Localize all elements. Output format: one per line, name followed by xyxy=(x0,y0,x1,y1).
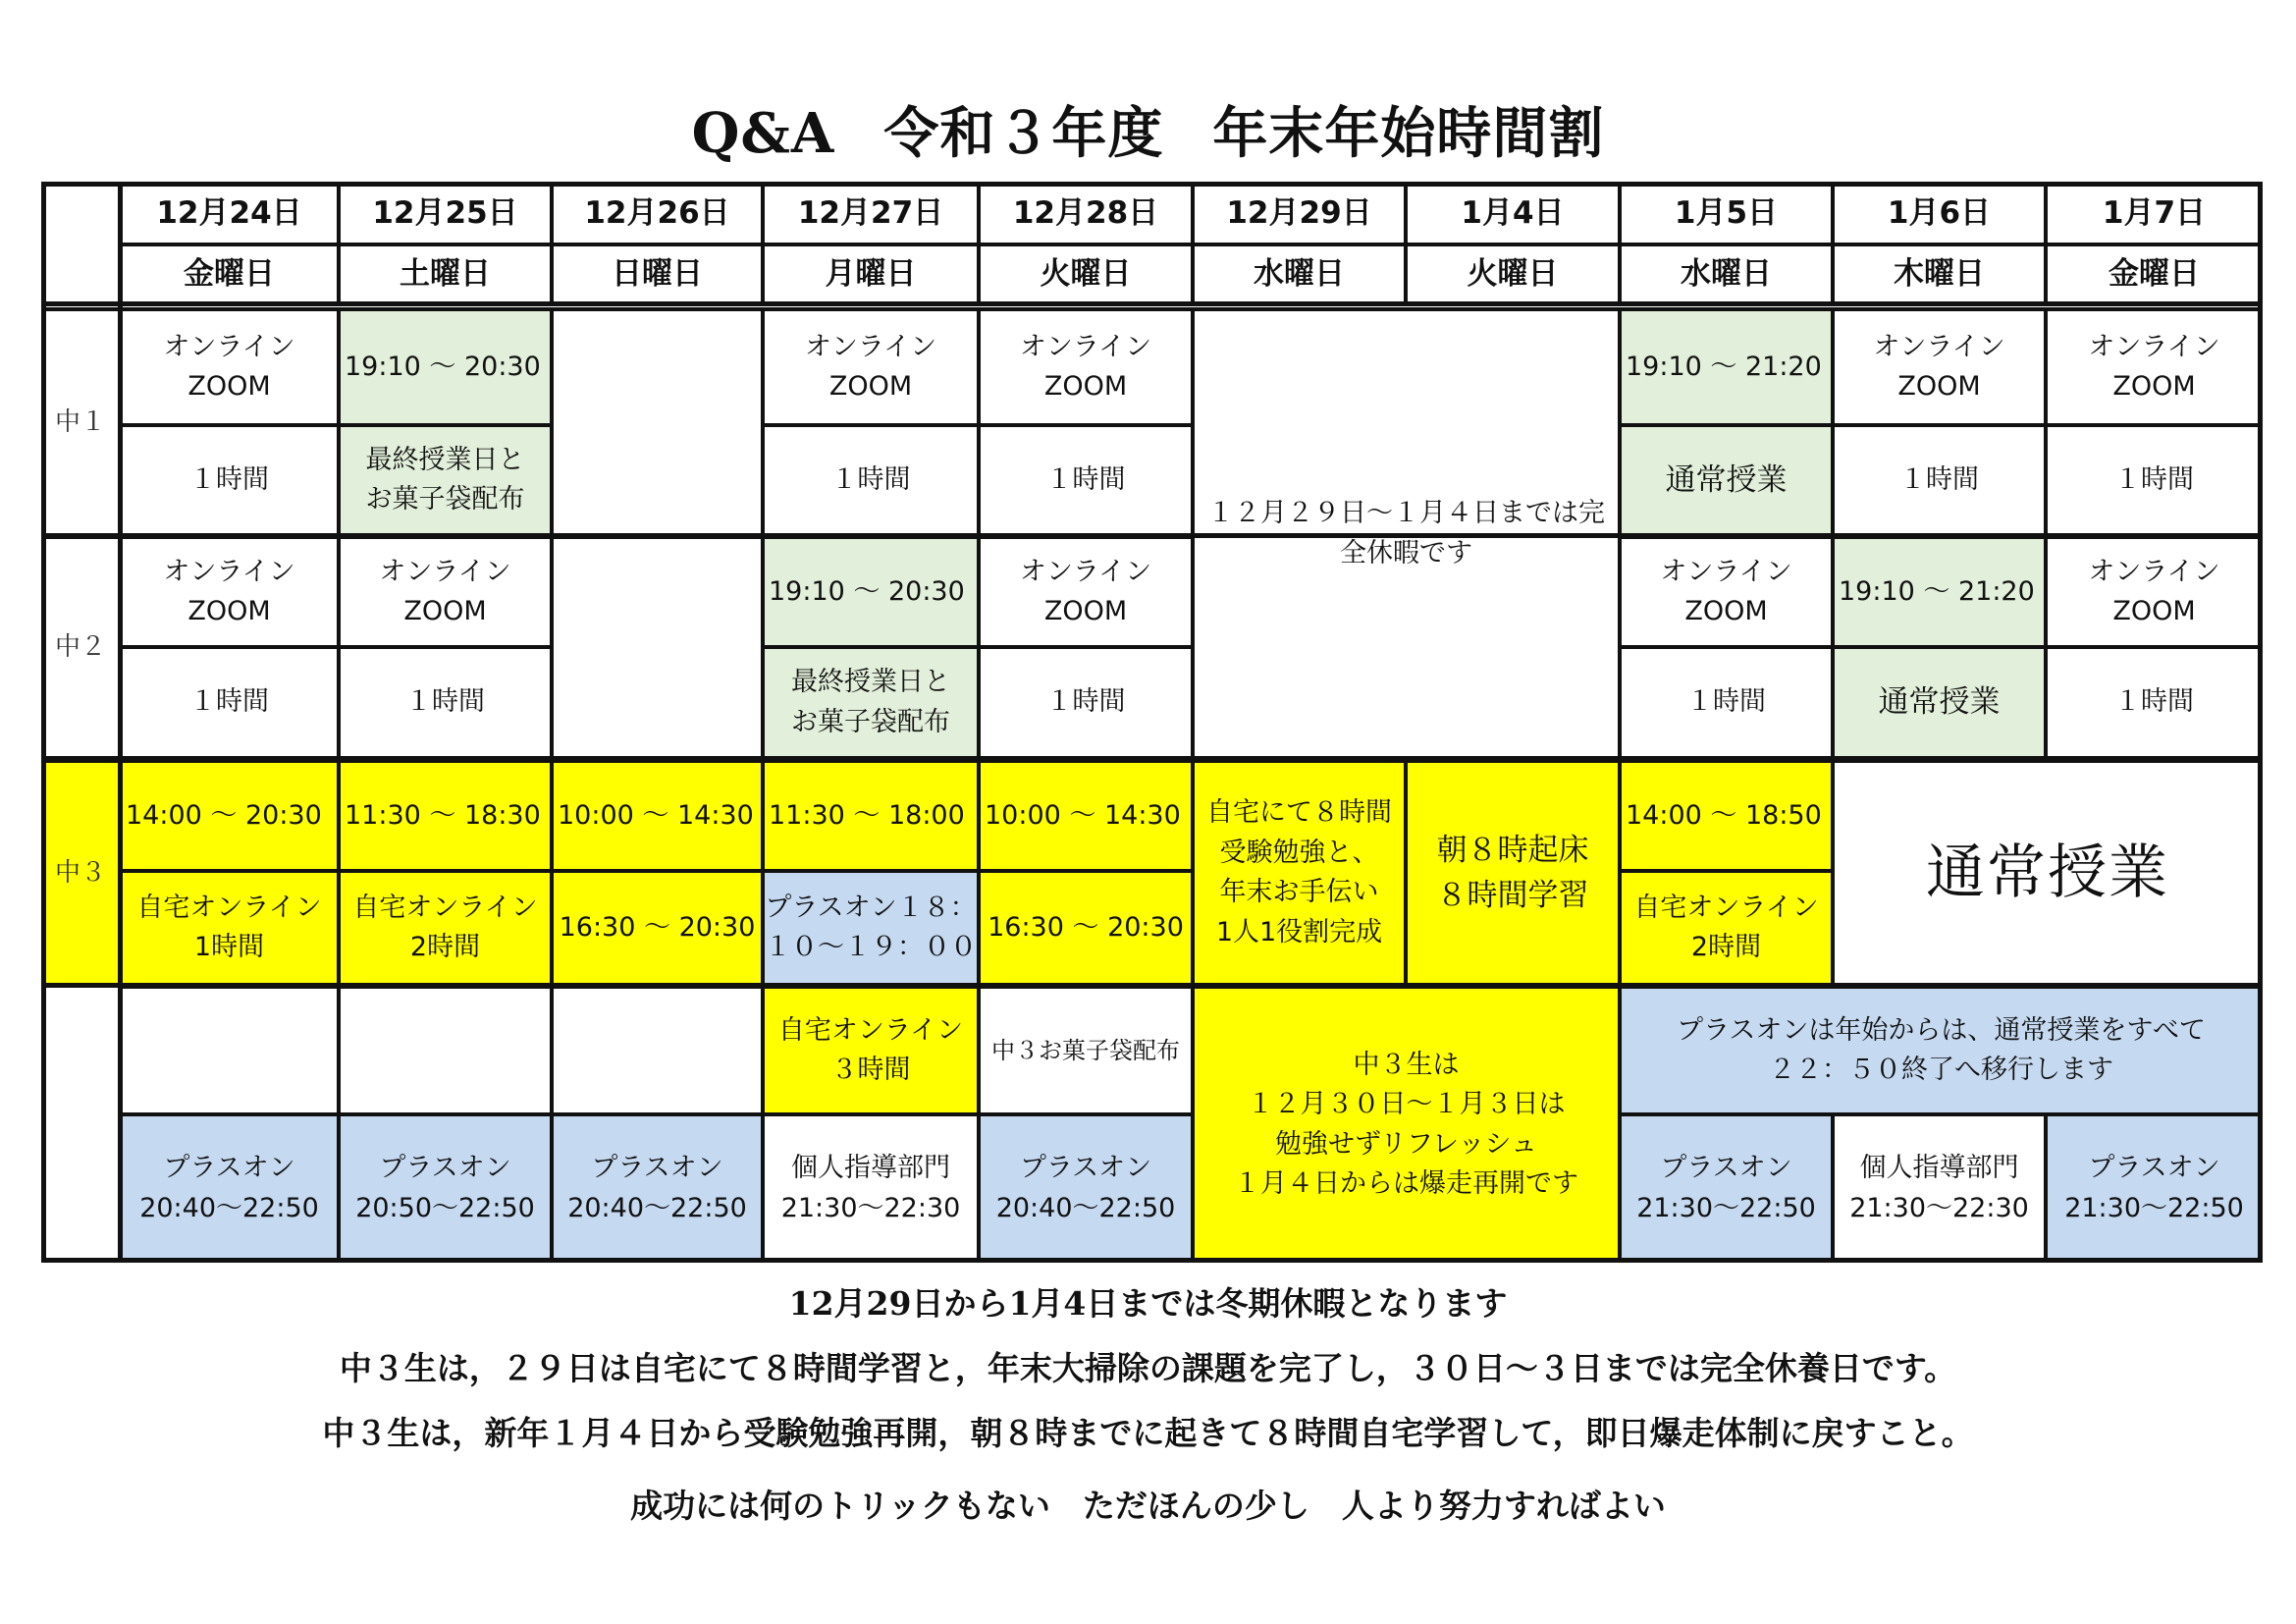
g3-time-cell: 14:00 ～ 20:30 xyxy=(120,761,339,871)
g1-top-cell xyxy=(2046,309,2263,425)
cell-text-line: 21:30～22:30 xyxy=(780,1192,961,1223)
cell-text-line: 自宅にて８時間 xyxy=(1206,797,1392,828)
plus-on-cell xyxy=(979,1114,1193,1263)
g1-top-cell xyxy=(1833,309,2046,425)
cell-text-line: オンライン xyxy=(163,556,295,587)
grade-label-g3: 中３ xyxy=(41,761,120,985)
cell-text-line: ２２：５０終了へ移行します xyxy=(1769,1055,2113,1085)
cell-text-line: 2時間 xyxy=(409,932,481,962)
holiday-note xyxy=(1193,309,1620,758)
g1-bottom-cell: １時間 xyxy=(1833,425,2046,535)
g3-home-online xyxy=(339,871,552,985)
date-header: 1月4日 xyxy=(1406,182,1620,244)
cell-text-line: 自宅オンライン xyxy=(1633,892,1819,923)
plus-on-cell xyxy=(120,1114,339,1263)
header-corner xyxy=(41,182,120,303)
home-online-3h xyxy=(763,987,979,1114)
cell-text-line: 1人1役割完成 xyxy=(1215,916,1383,947)
footer-line-1: 12月29日から1月4日までは冬期休暇となります xyxy=(788,1284,1508,1323)
cell-text-line: 年末お手伝い xyxy=(1219,877,1379,907)
cell-text-line: 全休暇です xyxy=(1340,537,1472,568)
cell-text-line: 個人指導部門 xyxy=(791,1153,950,1183)
date-header: 1月5日 xyxy=(1620,182,1833,244)
empty-cell xyxy=(552,309,763,535)
cell-text-line: 20:50～22:50 xyxy=(355,1192,535,1223)
g1-bottom-cell: １時間 xyxy=(763,425,979,535)
cell-text-line: ZOOM xyxy=(403,596,487,626)
cell-text-line: ZOOM xyxy=(1043,371,1128,402)
weekday-header: 金曜日 xyxy=(120,244,339,303)
g1-top-cell xyxy=(979,309,1193,425)
cell-text-line: 個人指導部門 xyxy=(1859,1153,2019,1183)
grade-label-extra xyxy=(41,985,120,1263)
g2-top-cell xyxy=(1620,537,1833,647)
cell-text-line: 21:30～22:50 xyxy=(2064,1192,2244,1223)
plus-on-note xyxy=(1620,987,2263,1114)
g1-bottom-cell xyxy=(339,425,552,535)
weekday-header: 土曜日 xyxy=(339,244,552,303)
cell-text-line: ZOOM xyxy=(828,371,913,402)
cell-text-line: 受験勉強と、 xyxy=(1219,837,1379,868)
g1-top-cell: 19:10 ～ 21:20 xyxy=(1620,309,1833,425)
cell-text-line: オンライン xyxy=(2088,556,2220,587)
cell-text-line: ZOOM xyxy=(1684,596,1768,626)
cell-text-line: オンライン xyxy=(379,556,511,587)
g3-time-cell: 14:00 ～ 18:50 xyxy=(1620,761,1833,871)
cell-text-line: オンライン xyxy=(1660,556,1792,587)
g2-bottom-cell: １時間 xyxy=(2046,647,2263,758)
grade-label-g2: 中２ xyxy=(41,537,120,758)
cell-text-line: 自宅オンライン xyxy=(136,892,322,923)
g3-home-online xyxy=(1620,871,1833,985)
date-header: 1月7日 xyxy=(2046,182,2263,244)
cell-text-line: ZOOM xyxy=(1043,596,1128,626)
cell-text-line: お菓子袋配布 xyxy=(791,706,950,737)
g3-plus-on xyxy=(763,871,979,985)
weekday-header: 金曜日 xyxy=(2046,244,2263,303)
g2-top-cell: 19:10 ～ 21:20 xyxy=(1833,537,2046,647)
cell-text-line: 最終授業日と xyxy=(365,444,525,475)
cell-text-line: １２月３０日～１月３日は xyxy=(1247,1089,1566,1119)
cell-text-line: ZOOM xyxy=(187,371,271,402)
footer-line-4: 成功には何のトリックもない ただほんの少し 人より努力すればよい xyxy=(630,1487,1666,1525)
date-header: 12月26日 xyxy=(552,182,763,244)
empty-cell xyxy=(552,987,763,1114)
g3-time-cell: 10:00 ～ 14:30 xyxy=(552,761,763,871)
cell-text-line: ８時間学習 xyxy=(1436,878,1589,913)
sweets-distribution: 中３お菓子袋配布 xyxy=(979,987,1193,1114)
cell-text-line: ZOOM xyxy=(2112,596,2196,626)
weekday-header: 火曜日 xyxy=(1406,244,1620,303)
g1-top-cell xyxy=(763,309,979,425)
kojin-cell xyxy=(1833,1114,2046,1263)
plus-on-cell xyxy=(2046,1114,2263,1263)
date-header: 12月29日 xyxy=(1193,182,1406,244)
g1-top-cell xyxy=(120,309,339,425)
cell-text-line: 最終授業日と xyxy=(791,667,950,697)
plus-on-cell xyxy=(552,1114,763,1263)
empty-cell xyxy=(120,987,339,1114)
g3-time-cell: 16:30 ～ 20:30 xyxy=(552,871,763,985)
cell-text-line: オンライン xyxy=(1873,331,2005,362)
g3-refresh-note xyxy=(1193,987,1620,1263)
date-header: 12月25日 xyxy=(339,182,552,244)
cell-text-line: ３時間 xyxy=(830,1055,911,1085)
page-title xyxy=(0,90,2296,169)
g3-dec29-note xyxy=(1193,761,1406,985)
cell-text-line: 自宅オンライン xyxy=(777,1014,964,1046)
cell-text-line: 21:30～22:30 xyxy=(1849,1192,2029,1223)
grade-label-g1: 中１ xyxy=(41,309,120,535)
cell-text-line: 中３生は xyxy=(1353,1049,1460,1080)
title-main: 年末年始時間割 xyxy=(1212,101,1605,166)
cell-text-line: オンライン xyxy=(804,331,937,362)
weekday-header: 月曜日 xyxy=(763,244,979,303)
plus-on-cell xyxy=(339,1114,552,1263)
g1-bottom-cell: 通常授業 xyxy=(1620,425,1833,535)
cell-text-line: 2時間 xyxy=(1690,932,1762,962)
g2-bottom-cell: １時間 xyxy=(339,647,552,758)
title-year: 令和３年度 xyxy=(883,101,1164,166)
g3-time-cell: 11:30 ～ 18:30 xyxy=(339,761,552,871)
cell-text-line: プラスオン xyxy=(379,1153,511,1183)
weekday-header: 日曜日 xyxy=(552,244,763,303)
cell-text-line: 朝８時起床 xyxy=(1436,832,1589,868)
g2-bottom-cell: １時間 xyxy=(1620,647,1833,758)
cell-text-line: プラスオン xyxy=(591,1153,723,1183)
g1-bottom-cell: １時間 xyxy=(120,425,339,535)
footer-line-2: 中３生は，２９日は自宅にて８時間学習と，年末大掃除の課題を完了し，３０日～３日までは完全休養日です。 xyxy=(339,1349,1957,1387)
g2-top-cell xyxy=(339,537,552,647)
cell-text-line: 20:40～22:50 xyxy=(139,1192,319,1223)
g2-bottom-cell xyxy=(763,647,979,758)
g2-bottom-cell: １時間 xyxy=(120,647,339,758)
g2-bottom-cell: １時間 xyxy=(979,647,1193,758)
weekday-header: 火曜日 xyxy=(979,244,1193,303)
cell-text-line: 21:30～22:50 xyxy=(1636,1192,1816,1223)
cell-text-line: 20:40～22:50 xyxy=(567,1192,747,1223)
g1-bottom-cell: １時間 xyxy=(979,425,1193,535)
g2-top-cell xyxy=(120,537,339,647)
cell-text-line: プラスオン xyxy=(1019,1153,1152,1183)
cell-text-line: プラスオン xyxy=(2088,1153,2220,1183)
g3-regular-class: 通常授業 xyxy=(1833,761,2263,985)
date-header: 12月28日 xyxy=(979,182,1193,244)
cell-text-line: プラスオン１８： xyxy=(765,892,977,923)
date-header: 12月27日 xyxy=(763,182,979,244)
g3-time-cell: 10:00 ～ 14:30 xyxy=(979,761,1193,871)
empty-cell xyxy=(552,537,763,758)
cell-text-line: 20:40～22:50 xyxy=(995,1192,1176,1223)
weekday-header: 水曜日 xyxy=(1620,244,1833,303)
empty-cell xyxy=(339,987,552,1114)
cell-text-line: お菓子袋配布 xyxy=(365,484,525,514)
g3-time-cell: 11:30 ～ 18:00 xyxy=(763,761,979,871)
date-header: 1月6日 xyxy=(1833,182,2046,244)
cell-text-line: プラスオン xyxy=(1660,1153,1792,1183)
cell-text-line: １月４日からは爆走再開です xyxy=(1234,1168,1578,1199)
cell-text-line: 1時間 xyxy=(193,932,265,962)
cell-text-line: ZOOM xyxy=(1897,371,1981,402)
g3-jan4-note xyxy=(1406,761,1620,985)
g1-top-cell: 19:10 ～ 20:30 xyxy=(339,309,552,425)
g2-top-cell: 19:10 ～ 20:30 xyxy=(763,537,979,647)
date-header: 12月24日 xyxy=(120,182,339,244)
cell-text-line: 勉強せずリフレッシュ xyxy=(1274,1128,1538,1160)
g2-bottom-cell: 通常授業 xyxy=(1833,647,2046,758)
g3-home-online xyxy=(120,871,339,985)
plus-on-cell xyxy=(1620,1114,1833,1263)
title-qa: Q&A xyxy=(691,101,835,166)
cell-text-line: オンライン xyxy=(163,331,295,362)
footer-line-3: 中３生は，新年１月４日から受験勉強再開，朝８時までに起きて８時間自宅学習して，即日爆走体制に戻すこと。 xyxy=(322,1414,1974,1452)
kojin-cell xyxy=(763,1114,979,1263)
timetable xyxy=(41,182,2263,1263)
cell-text-line: プラスオン xyxy=(163,1153,295,1183)
cell-text-line: １２月２９日～１月４日までは完 xyxy=(1207,498,1605,528)
cell-text-line: オンライン xyxy=(2088,331,2220,362)
g3-time-cell: 16:30 ～ 20:30 xyxy=(979,871,1193,985)
cell-text-line: ZOOM xyxy=(2112,371,2196,402)
g2-top-cell xyxy=(2046,537,2263,647)
g1-bottom-cell: １時間 xyxy=(2046,425,2263,535)
g2-top-cell xyxy=(979,537,1193,647)
cell-text-line: プラスオンは年始からは、通常授業をすべて xyxy=(1677,1014,2206,1046)
cell-text-line: １０～１９：００ xyxy=(765,932,977,962)
weekday-header: 木曜日 xyxy=(1833,244,2046,303)
cell-text-line: オンライン xyxy=(1019,556,1152,587)
cell-text-line: オンライン xyxy=(1019,331,1152,362)
weekday-header: 水曜日 xyxy=(1193,244,1406,303)
cell-text-line: ZOOM xyxy=(187,596,271,626)
cell-text-line: 自宅オンライン xyxy=(352,892,538,923)
